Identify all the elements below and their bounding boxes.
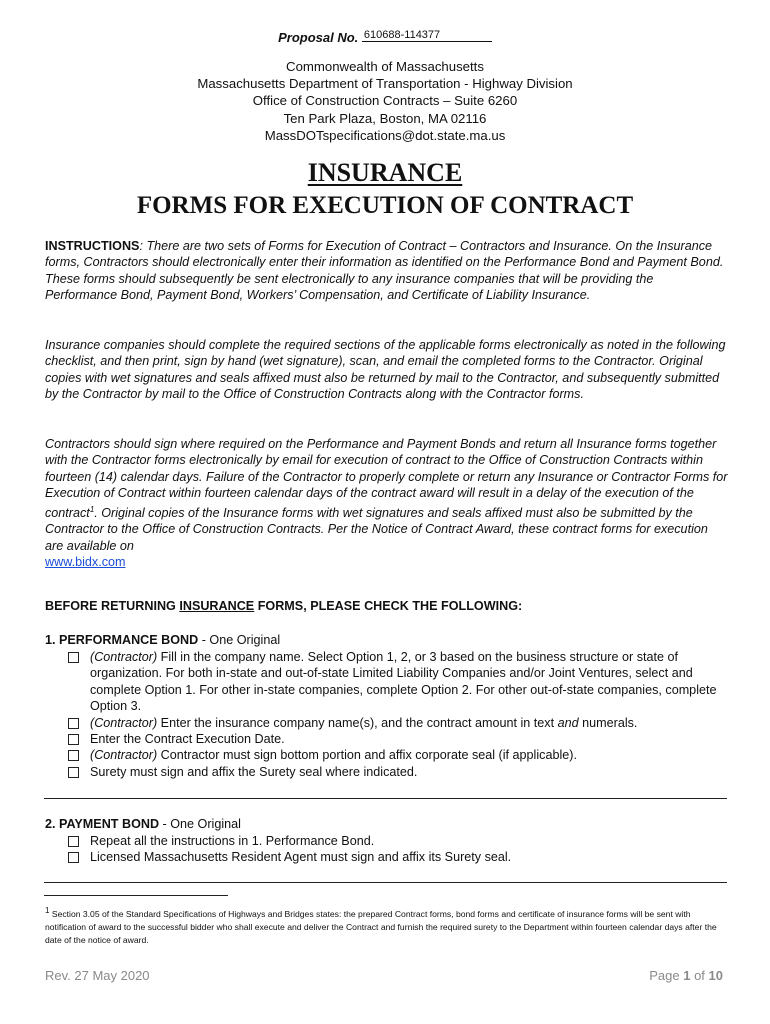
list-item: (Contractor) Contractor must sign bottom portion and affix corporate seal (if applicable).	[68, 747, 728, 763]
checkbox[interactable]	[68, 836, 79, 847]
list-item: Repeat all the instructions in 1. Performance Bond.	[68, 833, 728, 849]
checkbox[interactable]	[68, 750, 79, 761]
instructions-paragraph-2: Insurance companies should complete the required sections of the applicable forms electronically as noted in the following checklist, and then print, sign by hand (wet signature), scan, and email the completed forms to the Contractor. Original copies with wet signatures and seals affixed must also be returned by mail to the Contractor, and subsequently submitted by the Contractor by mail to the Office of Construction Contracts along with the Contractor forms.	[45, 338, 726, 402]
checklist-heading: BEFORE RETURNING INSURANCE FORMS, PLEASE CHECK THE FOLLOWING:	[45, 599, 523, 613]
address-line: Office of Construction Contracts – Suite 6260	[252, 93, 518, 109]
section-divider	[44, 798, 727, 799]
payment-bond-checklist	[68, 833, 728, 866]
footnote-separator	[44, 895, 228, 896]
list-item: Surety must sign and affix the Surety seal where indicated.	[68, 764, 728, 780]
section-divider	[44, 882, 727, 883]
footnote-ref: 1	[89, 504, 95, 514]
instructions-paragraph-3: Contractors should sign where required on the Performance and Payment Bonds and return all Insurance forms together with the Contractor forms electronically by email for execution of contract to the Office of Construction Contracts within fourteen (14) calendar days. Failure of the Contractor to properly complete or return any Insurance or Contractor Forms for Execution of Contract within fourteen calendar days of the contract award will result in a delay of the execution of the contract$^1$. Original copies of the Insurance forms with wet signatures and seals affixed must also be submitted by the Contractor to the Office of Construction Contracts. Per the Notice of Contract Award, these contract forms for execution are available on www.bidx.com	[45, 437, 728, 570]
checkbox[interactable]	[68, 767, 79, 778]
instructions-paragraph-1: INSTRUCTIONS: There are two sets of Forms for Execution of Contract – Contractors and Insurance. On the Insurance forms, Contractors should electronically enter their information as identified on the Performance Bond and Payment Bond. These forms should subsequently be sent electronically to any insurance companies that will be providing the Performance Bond, Payment Bond, Workers’ Compensation, and Certificate of Liability Insurance.	[45, 239, 724, 303]
checkbox[interactable]	[68, 718, 79, 729]
page-number: Page 1 of 10	[649, 968, 723, 983]
performance-bond-heading: 1. PERFORMANCE BOND - One Original	[45, 633, 281, 647]
address-block	[0, 58, 770, 144]
footnote-mark: 1	[45, 906, 50, 915]
instructions-label: INSTRUCTIONS	[45, 239, 140, 253]
checkbox[interactable]	[68, 734, 79, 745]
revision-date: Rev. 27 May 2020	[45, 968, 150, 983]
proposal-number: 610688-114377	[362, 29, 492, 42]
payment-bond-heading: 2. PAYMENT BOND - One Original	[45, 817, 241, 831]
list-item: Enter the Contract Execution Date.	[68, 731, 728, 747]
address-line: Commonwealth of Massachusetts	[286, 59, 484, 74]
title-forms: FORMS FOR EXECUTION OF CONTRACT	[136, 192, 634, 219]
footnote	[45, 904, 725, 947]
proposal-line	[0, 30, 770, 46]
proposal-label: Proposal No.	[278, 30, 359, 45]
checkbox[interactable]	[68, 852, 79, 863]
checkbox[interactable]	[68, 652, 79, 663]
email-address: MassDOTspecifications@dot.state.ma.us	[264, 127, 506, 143]
list-item: (Contractor) Fill in the company name. Select Option 1, 2, or 3 based on the business structure or state of organization. For both in-state and out-of-state Limited Liability Companies and/or Joint Ventures, select and complete Option 1. For other in-state companies, complete Option 2. For other out-of-state companies, complete Option 3.	[68, 649, 728, 715]
footnote-text: Section 3.05 of the Standard Specifications of Highways and Bridges states: the prepared Contract forms, bond forms and certificate of insurance forms will be sent with notification of award to the successful bidder who shall execute and deliver the Contract and furnish the required surety to the Department within fourteen calendar days after the date of the notice of award.	[45, 908, 717, 945]
bidx-link[interactable]: www.bidx.com	[45, 555, 126, 570]
address-line: Ten Park Plaza, Boston, MA 02116	[283, 110, 487, 126]
list-item: (Contractor) Enter the insurance company name(s), and the contract amount in text and numerals.	[68, 715, 728, 731]
performance-bond-checklist	[68, 649, 728, 780]
title-insurance: INSURANCE	[307, 158, 463, 187]
list-item: Licensed Massachusetts Resident Agent must sign and affix its Surety seal.	[68, 849, 728, 865]
address-line: Massachusetts Department of Transportation - Highway Division	[197, 76, 573, 92]
